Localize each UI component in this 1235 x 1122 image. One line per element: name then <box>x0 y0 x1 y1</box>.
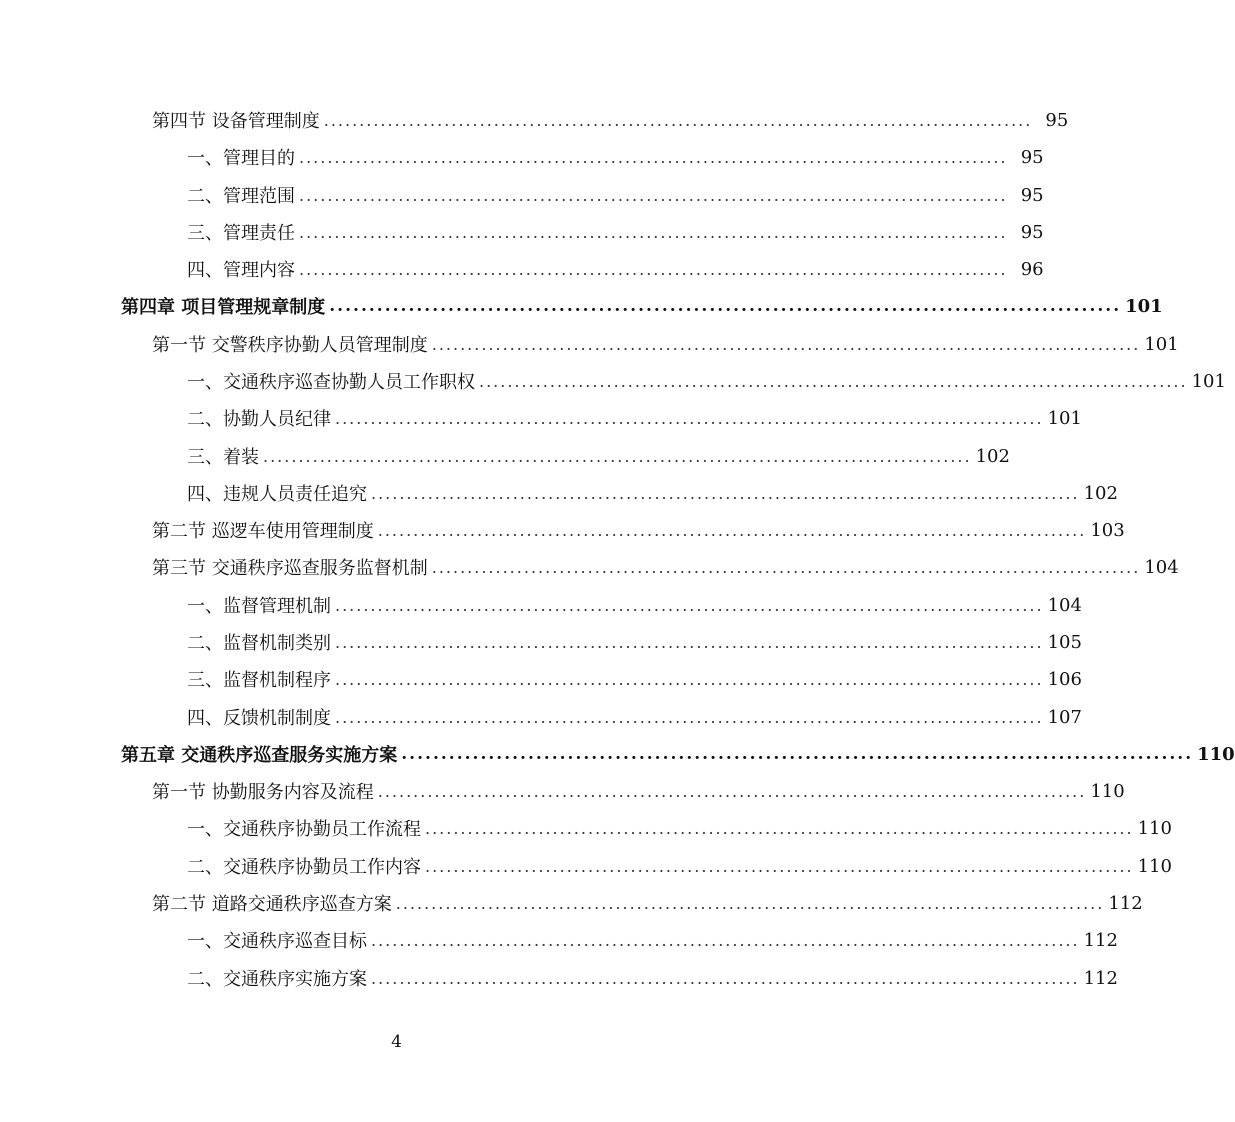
toc-leader-dots: .................................................................................................... <box>335 707 1044 727</box>
toc-leader-dots: .................................................................................................... <box>431 334 1141 354</box>
toc-leader-dots: .................................................................................................... <box>371 968 1080 988</box>
toc-entry[interactable] <box>187 925 1118 955</box>
toc-leader-dots: .................................................................................................... <box>329 296 1122 316</box>
toc-entry-label: 第一节 交警秩序协勤人员管理制度 <box>152 335 428 356</box>
toc-leader-dots: .................................................................................................... <box>299 147 1008 167</box>
toc-entry-label: 二、监督机制类别 <box>187 633 331 654</box>
toc-entry-label: 一、交通秩序协勤员工作流程 <box>187 819 421 840</box>
toc-entry[interactable] <box>187 702 1082 732</box>
toc-leader-dots: .................................................................................................... <box>425 856 1134 876</box>
toc-entry-page: 101 <box>1144 333 1179 355</box>
toc-entry-page: 101 <box>1047 407 1082 429</box>
toc-leader-dots: .................................................................................................... <box>335 632 1044 652</box>
toc-entry[interactable] <box>187 664 1082 694</box>
toc-entry-label: 三、着装 <box>187 447 259 468</box>
toc-entry[interactable] <box>187 813 1172 843</box>
toc-entry-label: 二、协勤人员纪律 <box>187 409 331 430</box>
toc-entry[interactable] <box>187 627 1082 657</box>
toc-leader-dots: .................................................................................................... <box>377 520 1087 540</box>
page-number: 4 <box>391 1032 402 1052</box>
toc-leader-dots: .................................................................................................... <box>335 669 1044 689</box>
toc-chapter-entry[interactable] <box>121 739 1235 769</box>
toc-entry-page: 112 <box>1108 892 1143 914</box>
toc-leader-dots: .................................................................................................... <box>425 818 1134 838</box>
toc-leader-dots: .................................................................................................... <box>401 744 1194 764</box>
toc-entry-page: 102 <box>1083 482 1118 504</box>
toc-entry-page: 110 <box>1137 855 1172 877</box>
toc-entry[interactable] <box>152 515 1125 545</box>
toc-entry-page: 104 <box>1047 594 1082 616</box>
toc-entry-label: 第三节 交通秩序巡查服务监督机制 <box>152 558 428 579</box>
toc-entry[interactable] <box>187 590 1082 620</box>
toc-entry[interactable] <box>187 851 1172 881</box>
toc-entry-page: 95 <box>1020 221 1044 243</box>
toc-entry[interactable] <box>187 142 1044 172</box>
toc-entry-page: 106 <box>1047 668 1082 690</box>
toc-entry-page: 96 <box>1020 258 1044 280</box>
toc-entry-page: 110 <box>1197 743 1235 765</box>
toc-entry[interactable] <box>152 552 1179 582</box>
toc-entry-label: 二、管理范围 <box>187 186 295 207</box>
toc-leader-dots: .................................................................................................... <box>323 110 1033 130</box>
toc-entry-page: 107 <box>1047 706 1082 728</box>
toc-leader-dots: .................................................................................................... <box>335 595 1044 615</box>
toc-entry[interactable] <box>152 888 1143 918</box>
toc-entry-label: 第二节 道路交通秩序巡查方案 <box>152 894 392 915</box>
toc-entry-page: 95 <box>1045 109 1069 131</box>
toc-entry-label: 三、监督机制程序 <box>187 670 331 691</box>
toc-leader-dots: .................................................................................................... <box>431 557 1141 577</box>
toc-leader-dots: .................................................................................................... <box>263 446 972 466</box>
toc-leader-dots: .................................................................................................... <box>299 259 1008 279</box>
toc-entry-label: 四、管理内容 <box>187 260 295 281</box>
toc-entry-page: 95 <box>1020 146 1044 168</box>
toc-entry-page: 95 <box>1020 184 1044 206</box>
toc-entry-label: 第五章 交通秩序巡查服务实施方案 <box>121 745 398 766</box>
toc-entry-page: 112 <box>1083 929 1118 951</box>
toc-entry[interactable] <box>152 329 1179 359</box>
toc-leader-dots: .................................................................................................... <box>335 408 1044 428</box>
toc-entry[interactable] <box>187 963 1118 993</box>
toc-entry-label: 三、管理责任 <box>187 223 295 244</box>
toc-entry-label: 第四章 项目管理规章制度 <box>121 297 326 318</box>
toc-entry-page: 105 <box>1047 631 1082 653</box>
toc-entry[interactable] <box>187 366 1226 396</box>
toc-leader-dots: .................................................................................................... <box>377 781 1087 801</box>
toc-entry[interactable] <box>152 776 1125 806</box>
toc-entry[interactable] <box>187 478 1118 508</box>
toc-entry-page: 103 <box>1090 519 1125 541</box>
toc-entry[interactable] <box>187 217 1044 247</box>
toc-entry-label: 第二节 巡逻车使用管理制度 <box>152 521 374 542</box>
toc-entry-label: 一、管理目的 <box>187 148 295 169</box>
toc-entry-label: 二、交通秩序协勤员工作内容 <box>187 857 421 878</box>
toc-leader-dots: .................................................................................................... <box>371 483 1080 503</box>
toc-entry[interactable] <box>152 105 1069 135</box>
toc-entry-page: 110 <box>1090 780 1125 802</box>
toc-entry-label: 一、交通秩序巡查协勤人员工作职权 <box>187 372 475 393</box>
toc-entry-page: 104 <box>1144 556 1179 578</box>
toc-entry-label: 二、交通秩序实施方案 <box>187 969 367 990</box>
toc-entry-label: 四、违规人员责任追究 <box>187 484 367 505</box>
toc-leader-dots: .................................................................................................... <box>299 185 1008 205</box>
toc-entry[interactable] <box>187 441 1010 471</box>
toc-entry-label: 一、监督管理机制 <box>187 596 331 617</box>
toc-entry-page: 110 <box>1137 817 1172 839</box>
toc-leader-dots: .................................................................................................... <box>395 893 1105 913</box>
toc-leader-dots: .................................................................................................... <box>299 222 1008 242</box>
toc-entry-page: 101 <box>1125 295 1163 317</box>
toc-entry-label: 四、反馈机制制度 <box>187 708 331 729</box>
toc-entry[interactable] <box>187 403 1082 433</box>
toc-entry[interactable] <box>187 254 1044 284</box>
toc-leader-dots: .................................................................................................... <box>479 371 1188 391</box>
toc-entry[interactable] <box>187 180 1044 210</box>
toc-chapter-entry[interactable] <box>121 291 1163 321</box>
toc-entry-page: 101 <box>1191 370 1226 392</box>
toc-leader-dots: .................................................................................................... <box>371 930 1080 950</box>
toc-entry-label: 一、交通秩序巡查目标 <box>187 931 367 952</box>
toc-entry-page: 102 <box>975 445 1010 467</box>
toc-entry-page: 112 <box>1083 967 1118 989</box>
toc-entry-label: 第一节 协勤服务内容及流程 <box>152 782 374 803</box>
toc-entry-label: 第四节 设备管理制度 <box>152 111 320 132</box>
